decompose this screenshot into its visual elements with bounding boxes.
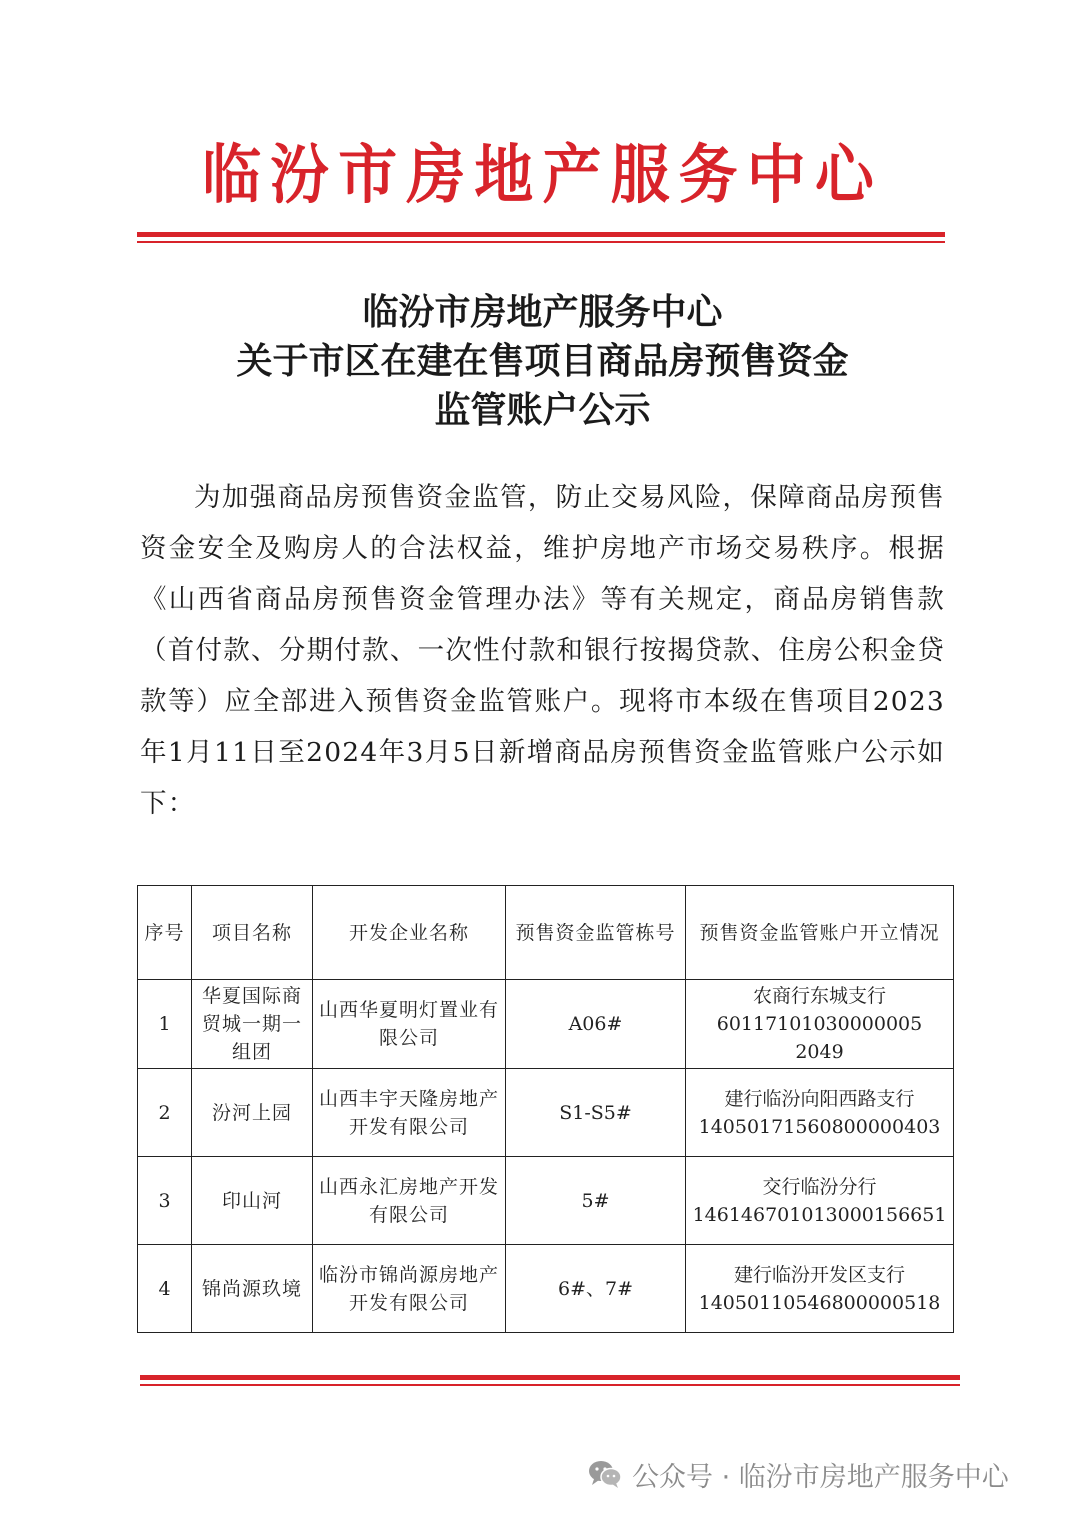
header-developer: 开发企业名称 (313, 886, 506, 980)
wechat-watermark (588, 1452, 1009, 1496)
row-developer: 山西华夏明灯置业有限公司 (313, 980, 506, 1069)
row-no: 2 (138, 1069, 192, 1157)
row-bank: 建行临汾开发区支行 (733, 1263, 905, 1286)
row-buildings: S1-S5# (506, 1069, 686, 1157)
row-project: 汾河上园 (192, 1069, 313, 1157)
title-line-2: 关于市区在建在售项目商品房预售资金 (236, 341, 849, 382)
wechat-icon (588, 1459, 622, 1489)
body-paragraph: 为加强商品房预售资金监管，防止交易风险，保障商品房预售资金安全及购房人的合法权益，维护房地产市场交易秩序。根据《山西省商品房预售资金管理办法》等有关规定，商品房销售款（首付款、分期付款、一次性付款和银行按揭贷款、住房公积金贷款等）应全部进入预售资金监管账户。现将市本级在售项目2023年1月11日至2024年3月5日新增商品房预售资金监管账户公示如下： (140, 482, 945, 819)
row-developer: 山西丰宇天隆房地产开发有限公司 (313, 1069, 506, 1157)
row-buildings: A06# (506, 980, 686, 1069)
row-account-number: 14050171560800000403 (698, 1115, 941, 1138)
table-row (138, 1157, 954, 1245)
row-no: 3 (138, 1157, 192, 1245)
title-line-1: 临汾市房地产服务中心 (362, 292, 723, 333)
row-buildings: 6#、7# (506, 1245, 686, 1333)
row-buildings: 5# (506, 1157, 686, 1245)
header-no: 序号 (138, 886, 192, 980)
row-account-cell (686, 1157, 954, 1245)
masthead: 临汾市房地产服务中心 (202, 138, 883, 213)
row-bank: 交行临汾分行 (762, 1175, 877, 1198)
row-no: 1 (138, 980, 192, 1069)
row-account-cell (686, 1069, 954, 1157)
row-account-number: 14050110546800000518 (698, 1291, 941, 1314)
row-account-number: 60117101030000005 2049 (716, 1013, 923, 1063)
watermark-text: 公众号 · 临汾市房地产服务中心 (632, 1461, 1009, 1493)
row-no: 4 (138, 1245, 192, 1333)
row-account-cell (686, 980, 954, 1069)
row-account-number: 146146701013000156651 (692, 1203, 947, 1226)
row-project: 华夏国际商贸城一期一组团 (192, 980, 313, 1069)
masthead-rule-thin (137, 241, 945, 243)
header-project: 项目名称 (192, 886, 313, 980)
header-buildings: 预售资金监管栋号 (506, 886, 686, 980)
row-project: 印山河 (192, 1157, 313, 1245)
account-table (137, 885, 954, 1333)
row-developer: 临汾市锦尚源房地产开发有限公司 (313, 1245, 506, 1333)
table-header-row (138, 886, 954, 980)
table-row (138, 980, 954, 1069)
title-line-3: 监管账户公示 (434, 390, 651, 431)
header-account: 预售资金监管账户开立情况 (686, 886, 954, 980)
row-project: 锦尚源玖境 (192, 1245, 313, 1333)
masthead-rule-thick (137, 232, 945, 237)
row-developer: 山西永汇房地产开发有限公司 (313, 1157, 506, 1245)
row-bank: 建行临汾向阳西路支行 (724, 1087, 915, 1110)
footer-rule-thick (140, 1375, 960, 1380)
row-account-cell (686, 1245, 954, 1333)
table-row (138, 1245, 954, 1333)
row-bank: 农商行东城支行 (752, 985, 886, 1007)
footer-rule-thin (140, 1384, 960, 1386)
table-row (138, 1069, 954, 1157)
